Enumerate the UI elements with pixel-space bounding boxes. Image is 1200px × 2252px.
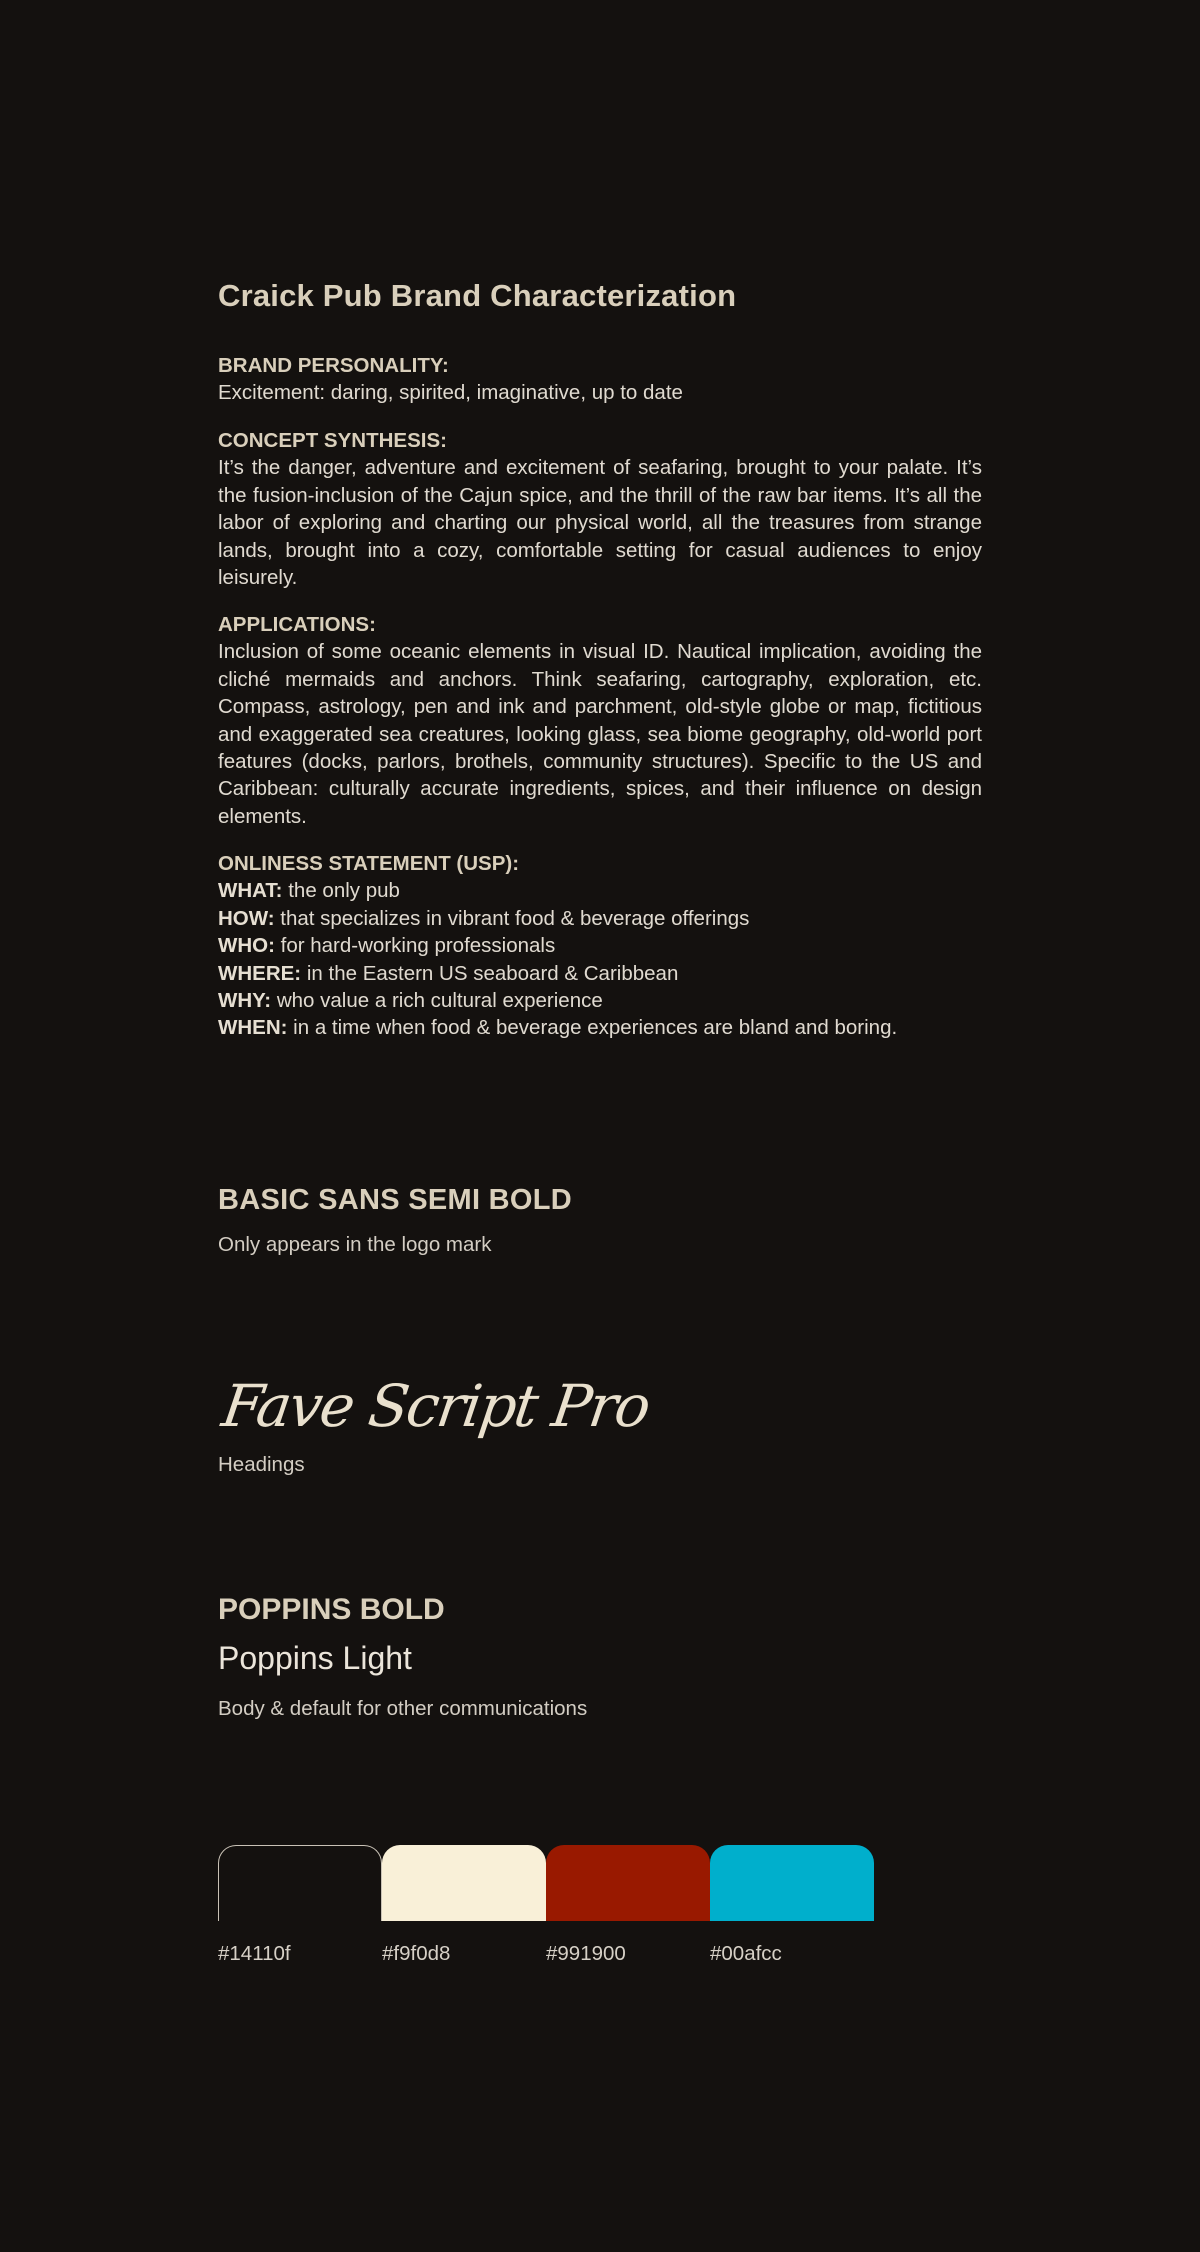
swatch-cream (382, 1845, 546, 1965)
concept-synthesis-text: It’s the danger, adventure and excitement of seafaring, brought to your palate. It’s the fusion-inclusion of the Cajun spice, and the thrill of the raw bar items. It’s all the labor of exploring and charting our physical world, all the treasures from strange lands, brought into a cozy, comfortable setting for casual audiences to enjoy leisurely. (218, 456, 982, 590)
swatch-dark (218, 1845, 382, 1965)
applications-text: Inclusion of some oceanic elements in visual ID. Nautical implication, avoiding the cliché mermaids and anchors. Think seafaring, cartography, exploration, etc. Compass, astrology, pen and ink and parchment, old-style globe or map, fictitious and exaggerated sea creatures, looking glass, sea biome geography, old-world port features (docks, parlors, brothels, community structures). Specific to the US and Caribbean: culturally accurate ingredients, spices, and their influence on design elements. (218, 640, 982, 828)
usp-value: who value a rich cultural experience (276, 989, 603, 1013)
basic-sans-description: Only appears in the logo mark (218, 1233, 492, 1256)
basic-sans-sample: BASIC SANS SEMI BOLD (218, 1184, 573, 1216)
usp-key: WHO: (218, 934, 275, 958)
usp-key: WHERE: (218, 961, 302, 985)
usp-value: in a time when food & beverage experiences are bland and boring. (293, 1016, 898, 1040)
swatch-color-dark (218, 1845, 382, 1921)
applications-label: APPLICATIONS: (218, 613, 376, 636)
brand-personality-text: Excitement: daring, spirited, imaginative, up to date (218, 381, 683, 405)
swatch-cyan (710, 1845, 874, 1965)
poppins-bold-sample: POPPINS BOLD (218, 1593, 445, 1626)
swatch-label: #991900 (546, 1942, 626, 1965)
swatch-label: #00afcc (710, 1942, 782, 1965)
usp-line-how (218, 905, 982, 932)
usp-line-where (218, 960, 982, 987)
concept-synthesis-label: CONCEPT SYNTHESIS: (218, 429, 447, 452)
poppins-light-sample: Poppins Light (218, 1640, 412, 1676)
usp-key: WHEN: (218, 1016, 288, 1040)
concept-synthesis-section (218, 427, 982, 591)
usp-key: HOW: (218, 906, 275, 930)
usp-line-who (218, 932, 982, 959)
swatch-red (546, 1845, 710, 1965)
usp-value: that specializes in vibrant food & beverage offerings (280, 906, 750, 930)
brand-personality-section (218, 352, 982, 407)
swatch-label: #f9f0d8 (382, 1942, 451, 1965)
usp-key: WHAT: (218, 879, 283, 903)
usp-line-why (218, 987, 982, 1014)
swatch-color-red (546, 1845, 710, 1921)
usp-label: ONLINESS STATEMENT (USP): (218, 852, 520, 875)
fave-script-sample: Fave Script Pro (218, 1372, 654, 1440)
usp-value: for hard-working professionals (280, 934, 556, 958)
usp-key: WHY: (218, 989, 272, 1013)
brand-personality-label: BRAND PERSONALITY: (218, 354, 449, 377)
applications-section (218, 611, 982, 830)
swatch-color-cyan (710, 1845, 874, 1921)
usp-value: in the Eastern US seaboard & Caribbean (306, 961, 679, 985)
usp-line-what (218, 877, 982, 904)
usp-value: the only pub (288, 879, 400, 903)
usp-section (218, 850, 982, 1042)
swatch-color-cream (382, 1845, 546, 1921)
page-title: Craick Pub Brand Characterization (218, 278, 737, 313)
fave-script-description: Headings (218, 1453, 305, 1476)
usp-line-when (218, 1014, 982, 1041)
poppins-description: Body & default for other communications (218, 1697, 588, 1720)
color-palette (218, 1845, 874, 1965)
swatch-label: #14110f (218, 1942, 291, 1965)
